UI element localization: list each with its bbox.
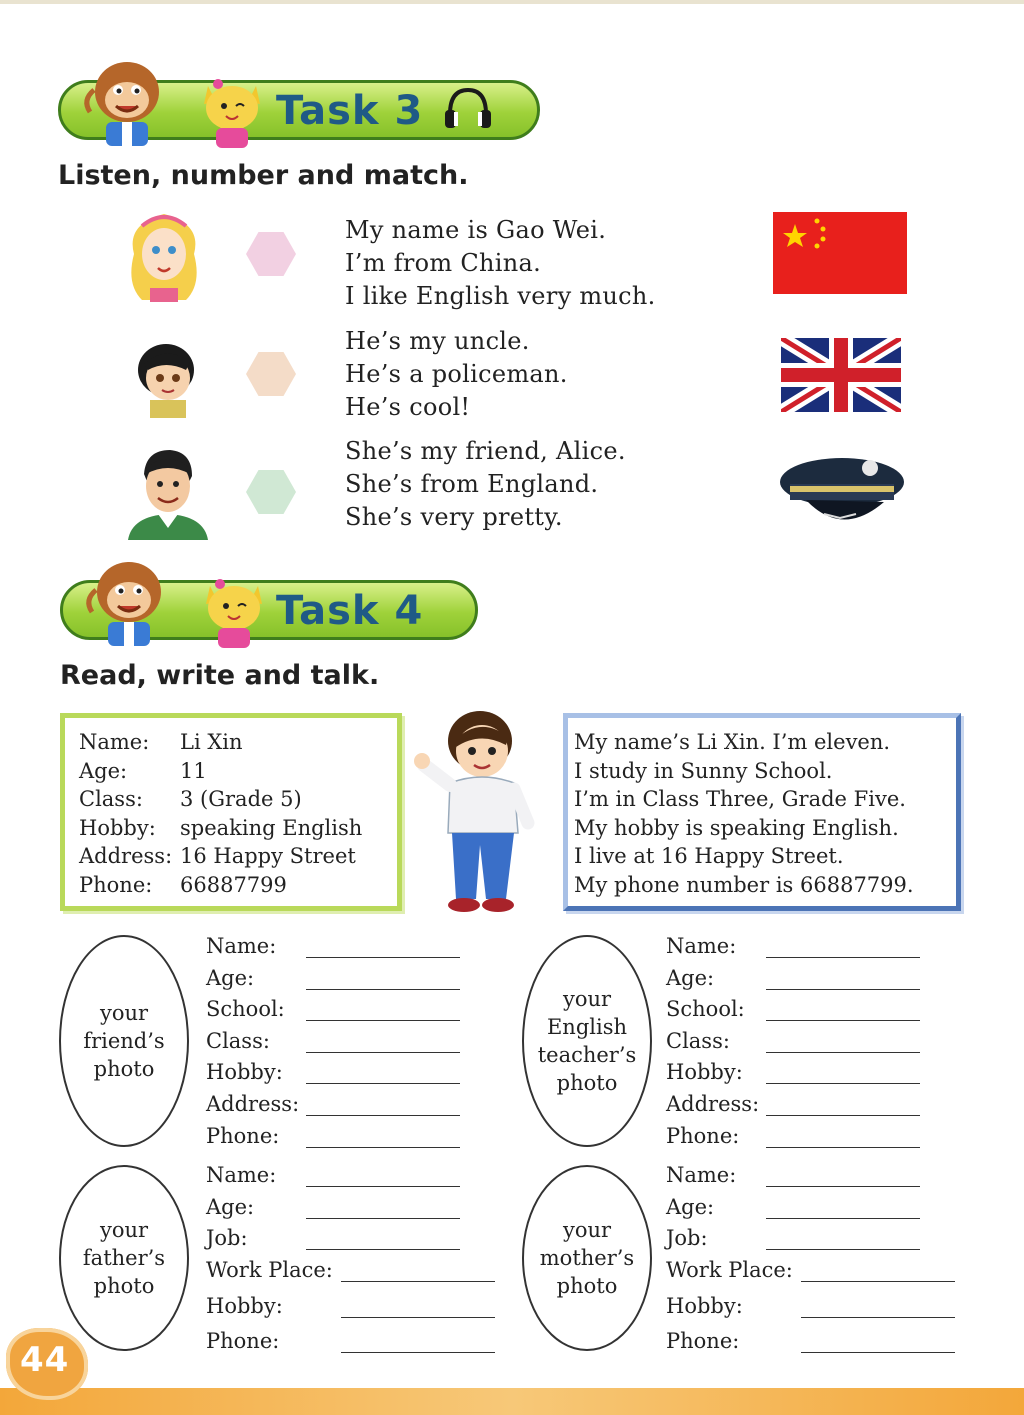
sentence-line: I’m from China. bbox=[345, 249, 542, 277]
friend-photo-oval[interactable] bbox=[59, 935, 189, 1147]
task3-title: Task 3 bbox=[276, 88, 424, 134]
card-value: 66887799 bbox=[180, 872, 287, 897]
form-label: Age: bbox=[206, 1195, 255, 1219]
hobby-answer-line[interactable] bbox=[341, 1317, 495, 1318]
boy-portrait-icon bbox=[126, 334, 206, 418]
class-answer-line[interactable] bbox=[766, 1052, 920, 1053]
card-value: Li Xin bbox=[180, 730, 243, 754]
father-photo-oval[interactable] bbox=[59, 1165, 189, 1351]
form-label: Age: bbox=[666, 1195, 715, 1219]
form-label: Name: bbox=[666, 934, 737, 958]
name-answer-line[interactable] bbox=[766, 957, 920, 958]
sentence-line: She’s very pretty. bbox=[345, 503, 563, 531]
intro-line: My phone number is 66887799. bbox=[574, 872, 914, 897]
hobby-answer-line[interactable] bbox=[801, 1317, 955, 1318]
address-answer-line[interactable] bbox=[766, 1115, 920, 1116]
page-top-edge bbox=[0, 0, 1024, 4]
task3-instruction: Listen, number and match. bbox=[58, 160, 469, 191]
form-label: Name: bbox=[666, 1163, 737, 1187]
page-number: 44 bbox=[20, 1340, 70, 1380]
card-row bbox=[79, 814, 397, 843]
number-hexagon-3[interactable] bbox=[246, 470, 296, 514]
form-label: Hobby: bbox=[666, 1294, 743, 1318]
age-answer-line[interactable] bbox=[306, 989, 460, 990]
headphones-icon bbox=[440, 84, 496, 132]
work-place-answer-line[interactable] bbox=[801, 1281, 955, 1282]
sentence-line: He’s cool! bbox=[345, 393, 471, 421]
form-label: Hobby: bbox=[206, 1294, 283, 1318]
sentence-line: My name is Gao Wei. bbox=[345, 216, 607, 244]
oval-text: English bbox=[546, 1015, 628, 1039]
form-label: Hobby: bbox=[206, 1060, 283, 1084]
form-label: Address: bbox=[206, 1092, 300, 1116]
profile-card bbox=[60, 713, 402, 911]
oval-text: teacher’s bbox=[537, 1043, 637, 1067]
form-label: Name: bbox=[206, 934, 277, 958]
oval-text: your bbox=[562, 1218, 612, 1242]
hobby-answer-line[interactable] bbox=[766, 1083, 920, 1084]
card-row bbox=[79, 785, 397, 814]
name-answer-line[interactable] bbox=[306, 957, 460, 958]
oval-text: your bbox=[562, 987, 612, 1011]
work-place-answer-line[interactable] bbox=[341, 1281, 495, 1282]
form-label: Job: bbox=[206, 1226, 248, 1250]
form-label: Class: bbox=[666, 1029, 730, 1053]
girl-portrait-icon bbox=[122, 204, 206, 304]
form-label: Age: bbox=[206, 966, 255, 990]
man-portrait-icon bbox=[122, 444, 214, 540]
form-label: Hobby: bbox=[666, 1060, 743, 1084]
cat-mascot-icon bbox=[198, 572, 270, 648]
police-cap-icon bbox=[776, 448, 906, 532]
card-value: 3 (Grade 5) bbox=[180, 787, 302, 811]
intro-line: I study in Sunny School. bbox=[574, 758, 833, 783]
phone-answer-line[interactable] bbox=[766, 1147, 920, 1148]
oval-text: your bbox=[99, 1001, 149, 1025]
card-key: Age: bbox=[79, 758, 128, 783]
form-label: Work Place: bbox=[666, 1258, 793, 1282]
uk-flag-icon bbox=[781, 338, 901, 412]
form-label: Phone: bbox=[206, 1124, 280, 1148]
oval-text: mother’s bbox=[539, 1246, 635, 1270]
phone-answer-line[interactable] bbox=[306, 1147, 460, 1148]
oval-text: photo bbox=[93, 1274, 155, 1298]
china-flag-icon bbox=[773, 212, 907, 294]
intro-line: I’m in Class Three, Grade Five. bbox=[574, 787, 906, 811]
oval-text: father’s bbox=[82, 1246, 166, 1270]
form-label: Phone: bbox=[206, 1329, 280, 1353]
phone-answer-line[interactable] bbox=[801, 1352, 955, 1353]
oval-text: friend’s bbox=[83, 1029, 165, 1053]
card-key: Hobby: bbox=[79, 815, 156, 840]
card-key: Phone: bbox=[79, 872, 153, 897]
sentence-line: She’s my friend, Alice. bbox=[345, 437, 626, 465]
footer-band bbox=[0, 1388, 1024, 1415]
self-intro-card bbox=[563, 713, 961, 911]
oval-text: photo bbox=[556, 1071, 618, 1095]
card-row bbox=[79, 728, 397, 757]
name-answer-line[interactable] bbox=[766, 1186, 920, 1187]
age-answer-line[interactable] bbox=[766, 1218, 920, 1219]
task4-instruction: Read, write and talk. bbox=[60, 660, 380, 691]
number-hexagon-1[interactable] bbox=[246, 232, 296, 276]
phone-answer-line[interactable] bbox=[341, 1352, 495, 1353]
card-key: Class: bbox=[79, 787, 143, 811]
form-label: Phone: bbox=[666, 1124, 740, 1148]
monkey-mascot-icon bbox=[72, 50, 182, 146]
card-row bbox=[79, 871, 397, 900]
card-key: Name: bbox=[79, 730, 150, 754]
sentence-line: She’s from England. bbox=[345, 470, 599, 498]
sentence-line: He’s a policeman. bbox=[345, 360, 568, 388]
card-value: speaking English bbox=[180, 815, 363, 840]
card-value: 16 Happy Street bbox=[180, 844, 356, 868]
intro-line: My hobby is speaking English. bbox=[574, 815, 899, 840]
cat-mascot-icon bbox=[196, 72, 268, 148]
age-answer-line[interactable] bbox=[766, 989, 920, 990]
mother-photo-oval[interactable] bbox=[522, 1165, 652, 1351]
monkey-mascot-icon bbox=[74, 550, 184, 646]
card-row bbox=[79, 757, 397, 786]
form-label: School: bbox=[666, 997, 745, 1021]
form-label: Job: bbox=[666, 1226, 708, 1250]
oval-text: photo bbox=[556, 1274, 618, 1298]
form-label: Age: bbox=[666, 966, 715, 990]
age-answer-line[interactable] bbox=[306, 1218, 460, 1219]
form-label: Class: bbox=[206, 1029, 270, 1053]
job-answer-line[interactable] bbox=[306, 1249, 460, 1250]
intro-line: My name’s Li Xin. I’m eleven. bbox=[574, 730, 891, 754]
form-label: Name: bbox=[206, 1163, 277, 1187]
hobby-answer-line[interactable] bbox=[306, 1083, 460, 1084]
card-row bbox=[79, 842, 397, 871]
intro-line: I live at 16 Happy Street. bbox=[574, 844, 844, 868]
sentence-group-3 bbox=[345, 435, 626, 534]
sentence-line: He’s my uncle. bbox=[345, 327, 530, 355]
boy-figure-icon bbox=[410, 705, 550, 915]
name-answer-line[interactable] bbox=[306, 1186, 460, 1187]
form-label: Phone: bbox=[666, 1329, 740, 1353]
school-answer-line[interactable] bbox=[766, 1020, 920, 1021]
form-label: School: bbox=[206, 997, 285, 1021]
class-answer-line[interactable] bbox=[306, 1052, 460, 1053]
form-label: Address: bbox=[666, 1092, 760, 1116]
form-label: Work Place: bbox=[206, 1258, 333, 1282]
oval-text: photo bbox=[93, 1057, 155, 1081]
card-value: 11 bbox=[180, 758, 207, 783]
school-answer-line[interactable] bbox=[306, 1020, 460, 1021]
number-hexagon-2[interactable] bbox=[246, 352, 296, 396]
teacher-photo-oval[interactable] bbox=[522, 935, 652, 1147]
task4-title: Task 4 bbox=[276, 588, 424, 634]
job-answer-line[interactable] bbox=[766, 1249, 920, 1250]
sentence-group-1 bbox=[345, 214, 656, 313]
card-key: Address: bbox=[79, 844, 173, 868]
oval-text: your bbox=[99, 1218, 149, 1242]
sentence-line: I like English very much. bbox=[345, 282, 656, 310]
address-answer-line[interactable] bbox=[306, 1115, 460, 1116]
sentence-group-2 bbox=[345, 325, 568, 424]
